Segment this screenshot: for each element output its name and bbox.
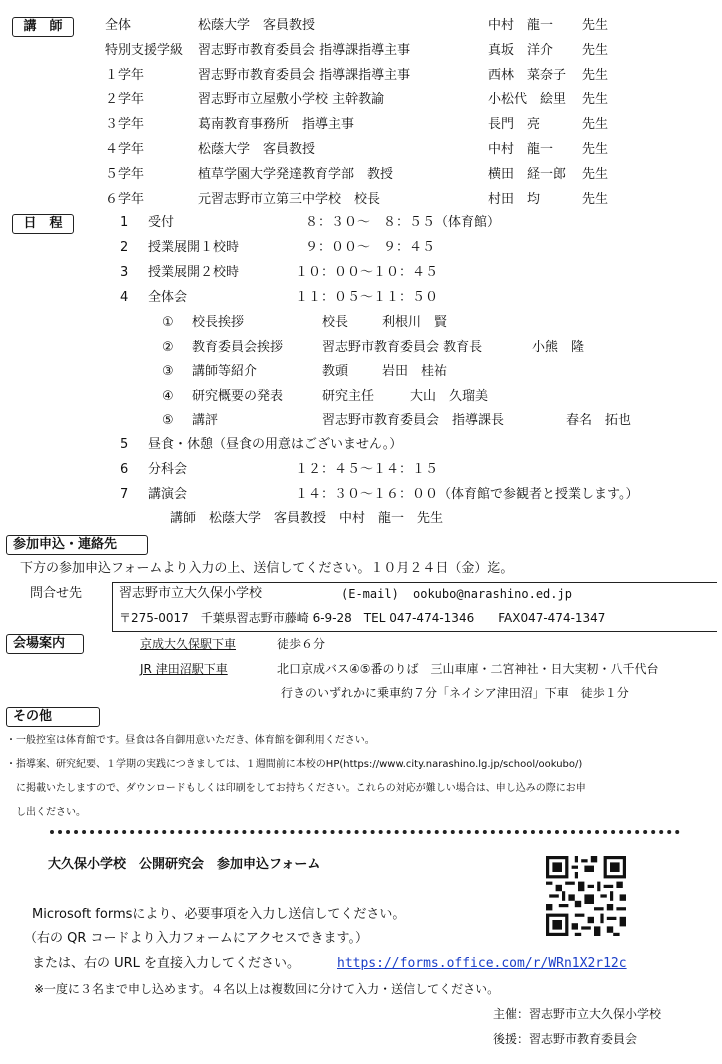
venue-header: 会場案内 [6, 634, 84, 654]
lecturer-honorific: 先生 [582, 42, 609, 58]
assembly-item: 講評 [192, 413, 219, 428]
assembly-role: 教頭 [322, 364, 349, 379]
assembly-person: 岩田 桂祐 [382, 364, 448, 379]
qr-code-icon[interactable] [546, 856, 626, 936]
assembly-number: ② [162, 339, 174, 355]
lecturer-honorific: 先生 [582, 191, 609, 207]
schedule-number: 7 [120, 487, 129, 502]
bus-route: 北口京成バス④⑤番のりば 三山車庫・二宮神社・日大実籾・八千代台 [277, 662, 659, 676]
other-note-4: し出ください。 [6, 807, 86, 818]
other-header: その他 [6, 707, 100, 727]
assembly-item: 研究概要の発表 [192, 388, 284, 404]
lecturer-grade: １学年 [105, 67, 145, 83]
assembly-item: 校長挨拶 [192, 315, 245, 330]
lecturer-grade: ３学年 [105, 117, 145, 133]
lecturer-name: 真坂 洋介 [488, 42, 554, 58]
assembly-number: ④ [162, 388, 174, 404]
assembly-role: 校長 [322, 315, 349, 330]
lecturer-grade: ５学年 [105, 166, 145, 182]
form-note: ※一度に３名まで申し込めます。４名以上は複数回に分けて入力・送信してください。 [34, 982, 500, 996]
lecturer-honorific: 先生 [582, 166, 609, 182]
schedule-time: １１：０５～１１：５０ [295, 290, 439, 305]
lecturer-honorific: 先生 [582, 67, 609, 83]
schedule-item: 講演会 [148, 487, 188, 502]
schedule-number: 3 [120, 265, 129, 280]
schedule-item: 授業展開２校時 [148, 265, 240, 280]
form-line-3: または、右の URL を直接入力してください。 [32, 956, 301, 971]
contact-label: 問合せ先 [30, 586, 83, 601]
lecturer-organization: 松蔭大学 客員教授 [198, 18, 316, 33]
lecturer-organization: 習志野市教育委員会 指導課指導主事 [198, 67, 411, 83]
lecture-speaker: 講師 松蔭大学 客員教授 中村 龍一 先生 [170, 511, 444, 526]
form-line-1: Microsoft formsにより、必要事項を入力し送信してください。 [32, 907, 406, 922]
schedule-number: 1 [120, 215, 129, 230]
lecturer-organization: 葛南教育事務所 指導主事 [198, 117, 355, 133]
lecturer-organization: 元習志野市立第三中学校 校長 [198, 191, 381, 207]
assembly-item: 教育委員会挨拶 [192, 339, 284, 355]
lecturer-honorific: 先生 [582, 142, 609, 157]
assembly-person: 大山 久瑠美 [410, 388, 489, 404]
other-note-3: に掲載いたしますので、ダウンロードもしくは印刷をしてお持ちください。これらの対応が難しい場合は、申し込みの際にお申 [6, 783, 586, 794]
bus-stop: 行きのいずれかに乗車約７分「ネイシア津田沼」下車 徒歩１分 [281, 686, 629, 700]
lecturer-grade: 特別支援学級 [105, 42, 184, 58]
schedule-time: ８：３０～ ８：５５（体育館） [305, 215, 501, 230]
school-address: 〒275-0017 千葉県習志野市藤崎 6-9-28 TEL 047-474-1346 FAX047-474-1347 [119, 611, 606, 625]
supporter: 後援：習志野市教育委員会 [493, 1032, 638, 1046]
lecturer-organization: 植草学園大学発達教育学部 教授 [198, 166, 394, 182]
schedule-item: 分科会 [148, 462, 188, 477]
lecturer-name: 長門 亮 [488, 117, 541, 133]
school-name: 習志野市立大久保小学校 [119, 586, 263, 601]
lecturer-organization: 松蔭大学 客員教授 [198, 142, 316, 157]
schedule-time: １２：４５～１４：１５ [295, 462, 439, 477]
other-note-2: ・指導案、研究紀要、１学期の実践につきましては、１週間前に本校のHP(https://www.city.narashino.lg.jp/school/ookubo/) [6, 759, 583, 770]
sponsor: 主催：習志野市立大久保小学校 [493, 1007, 662, 1021]
lecturer-grade: ４学年 [105, 142, 145, 157]
assembly-role: 研究主任 [322, 388, 375, 404]
schedule-time: １０：００～１０：４５ [295, 265, 439, 280]
assembly-role: 習志野市教育委員会 教育長 [322, 339, 483, 355]
schedule-number: 5 [120, 437, 129, 452]
form-title: 大久保小学校 公開研究会 参加申込フォーム [48, 857, 321, 872]
assembly-person: 春名 拓也 [566, 413, 632, 428]
apply-text: 下方の参加申込フォームより入力の上、送信してください。１０月２４日（金）迄。 [20, 561, 514, 576]
other-note-1: ・一般控室は体育館です。昼食は各自御用意いただき、体育館を御利用ください。 [6, 735, 375, 746]
schedule-time: ９：００～ ９：４５ [305, 240, 436, 255]
lecturer-organization: 習志野市立屋敷小学校 主幹教諭 [198, 92, 385, 108]
assembly-person: 利根川 賢 [382, 315, 448, 330]
assembly-number: ③ [162, 364, 174, 379]
assembly-number: ① [162, 315, 174, 330]
lecturer-honorific: 先生 [582, 117, 609, 133]
lecturer-grade: ２学年 [105, 92, 145, 108]
lecturer-organization: 習志野市教育委員会 指導課指導主事 [198, 42, 411, 58]
lecturer-honorific: 先生 [582, 18, 609, 33]
form-url-link[interactable]: https://forms.office.com/r/WRn1X2r12c [337, 956, 627, 971]
schedule-item: 昼食・休憩（昼食の用意はございません。） [148, 437, 403, 452]
walk-keisei: 徒歩６分 [277, 637, 326, 651]
lecturer-name: 横田 経一郎 [488, 166, 567, 182]
schedule-number: 4 [120, 290, 129, 305]
email-label: (E-mail) [341, 587, 399, 601]
lecturer-grade: 全体 [105, 18, 132, 33]
lecturer-name: 中村 龍一 [488, 18, 554, 33]
lecturers-header: 講 師 [12, 17, 74, 37]
lecturer-grade: ６学年 [105, 191, 145, 207]
schedule-item: 全体会 [148, 290, 188, 305]
schedule-time: １４：３０～１６：００（体育館で参観者と授業します。） [295, 487, 639, 502]
schedule-header: 日 程 [12, 214, 74, 234]
lecturer-name: 小松代 絵里 [488, 92, 567, 108]
station-keisei: 京成大久保駅下車 [140, 637, 237, 651]
assembly-number: ⑤ [162, 413, 174, 428]
assembly-item: 講師等紹介 [192, 364, 258, 379]
apply-header: 参加申込・連絡先 [6, 535, 148, 555]
schedule-number: 6 [120, 462, 129, 477]
station-jr: JR 津田沼駅下車 [140, 662, 228, 676]
lecturer-name: 中村 龍一 [488, 142, 554, 157]
form-line-2: （右の QR コードより入力フォームにアクセスできます。） [24, 931, 368, 946]
lecturer-name: 村田 均 [488, 191, 541, 207]
email-address[interactable]: ookubo@narashino.ed.jp [413, 587, 572, 601]
lecturer-name: 西林 菜奈子 [488, 67, 567, 83]
dotted-separator [50, 830, 680, 834]
schedule-number: 2 [120, 240, 129, 255]
contact-box [112, 582, 717, 632]
lecturer-honorific: 先生 [582, 92, 609, 108]
assembly-person: 小熊 隆 [532, 339, 585, 355]
schedule-item: 授業展開１校時 [148, 240, 240, 255]
assembly-role: 習志野市教育委員会 指導課長 [322, 413, 505, 428]
schedule-item: 受付 [148, 215, 175, 230]
